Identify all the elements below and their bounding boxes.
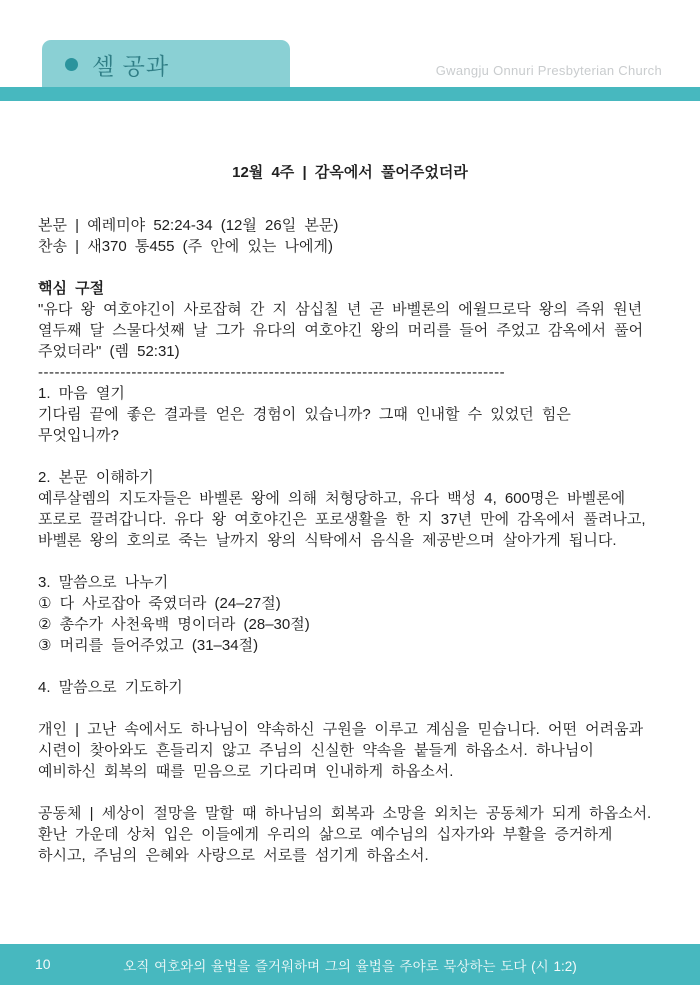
key-verse-heading: 핵심 구절: [38, 280, 105, 297]
section-heading: 4. 말씀으로 기도하기: [38, 679, 183, 696]
lesson-info: [38, 215, 662, 257]
lesson-tab-label: 셀 공과: [92, 52, 170, 79]
body-line: 예루살렘의 지도자들은 바벨론 왕에 의해 처형당하고, 유다 백성 4, 600명은 바벨론에: [38, 490, 626, 507]
passage-line: 본문 | 예레미야 52:24-34 (12월 26일 본문): [38, 217, 339, 234]
body-line: 무엇입니까?: [38, 427, 119, 444]
prayer-community: [38, 803, 662, 866]
section-sharing-word: [38, 572, 662, 656]
page-number: 10: [35, 956, 51, 972]
header-accent-bar: [0, 87, 700, 101]
section-heading: 1. 마음 열기: [38, 385, 125, 402]
section-heading: 2. 본문 이해하기: [38, 469, 154, 486]
key-verse-line: "유다 왕 여호야긴이 사로잡혀 간 지 삼십칠 년 곧 바벨론의 에윌므로닥 왕의 즉위 원년: [38, 301, 643, 318]
section-heading: 3. 말씀으로 나누기: [38, 574, 169, 591]
body-line: 포로로 끌려갑니다. 유다 왕 여호야긴은 포로생활을 한 지 37년 만에 감옥에서 풀려나고,: [38, 511, 646, 528]
lesson-content: [38, 101, 662, 866]
church-name: Gwangju Onnuri Presbyterian Church: [435, 63, 662, 78]
section-understanding-text: [38, 467, 662, 551]
prayer-line: 하시고, 주님의 은혜와 사랑으로 서로를 섬기게 하옵소서.: [38, 847, 429, 864]
numbered-item: ① 다 사로잡아 죽였더라 (24–27절): [38, 595, 281, 612]
dashed-divider: -------------------------------------------------------------------------------------: [38, 364, 506, 381]
body-line: 기다림 끝에 좋은 결과를 얻은 경험이 있습니까? 그때 인내할 수 있었던 힘은: [38, 406, 571, 423]
prayer-line: 예비하신 회복의 때를 믿음으로 기다리며 인내하게 하옵소서.: [38, 763, 454, 780]
prayer-line: 개인 | 고난 속에서도 하나님이 약속하신 구원을 이루고 계심을 믿습니다. 어떤 어려움과: [38, 721, 644, 738]
lesson-title: 12월 4주 | 감옥에서 풀어주었더라: [232, 164, 468, 181]
section-opening-hearts: [38, 383, 662, 446]
numbered-item: ③ 머리를 들어주었고 (31–34절): [38, 637, 259, 654]
key-verse-line: 열두째 달 스물다섯째 날 그가 유다의 여호야긴 왕의 머리를 들어 주었고 감옥에서 풀어: [38, 322, 644, 339]
prayer-personal: [38, 719, 662, 782]
numbered-item: ② 총수가 사천육백 명이더라 (28–30절): [38, 616, 310, 633]
prayer-line: 환난 가운데 상처 입은 이들에게 우리의 삶으로 예수님의 십자가와 부활을 증거하게: [38, 826, 613, 843]
header-tab: [42, 40, 290, 88]
key-verse-block: [38, 278, 662, 362]
bullet-dot-icon: [65, 58, 78, 71]
hymn-line: 찬송 | 새370 통455 (주 안에 있는 나에게): [38, 238, 333, 255]
prayer-line: 공동체 | 세상이 절망을 말할 때 하나님의 회복과 소망을 외치는 공동체가 되게 하옵소서.: [38, 805, 652, 822]
body-line: 바벨론 왕의 호의로 죽는 날까지 왕의 식탁에서 음식을 제공받으며 살아가게 됩니다.: [38, 532, 617, 549]
key-verse-line: 주었더라" (렘 52:31): [38, 343, 180, 360]
footer-verse: 오직 여호와의 율법을 즐거워하며 그의 율법을 주야로 묵상하는 도다 (시 1:2): [123, 958, 577, 974]
section-praying-word: [38, 677, 662, 698]
footer-bar: [0, 944, 700, 985]
prayer-line: 시련이 찾아와도 흔들리지 않고 주님의 신실한 약속을 붙들게 하옵소서. 하나님이: [38, 742, 594, 759]
